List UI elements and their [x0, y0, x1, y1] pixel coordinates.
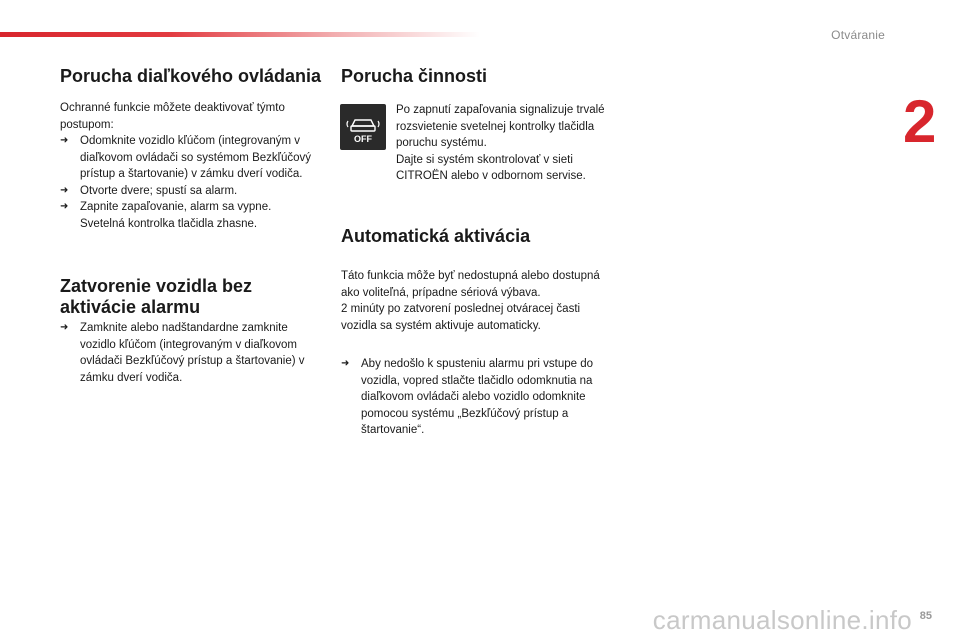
bullet-text: Otvorte dvere; spustí sa alarm. [80, 184, 238, 197]
bullet-arrow-icon: ➜ [60, 322, 69, 333]
watermark: carmanualsonline.info [652, 605, 912, 635]
page-number: 85 [919, 610, 932, 622]
list-item [60, 183, 318, 200]
list-item [341, 356, 603, 439]
bullet-text: Zamknite alebo nadštandardne zamknite vozidlo kľúčom (integrovaným v diaľkovom ovládači Bezkľúčový prístup a štartovanie) v zámku dverí vodiča. [80, 322, 305, 384]
bullet-arrow-icon: ➜ [60, 135, 69, 146]
lock-without-alarm-body [60, 320, 318, 386]
list-item [60, 133, 318, 183]
malfunction-line: Dajte si systém skontrolovať v sieti CITROËN alebo v odbornom servise. [396, 153, 586, 182]
alarm-off-icon [340, 104, 386, 150]
section-label: Otváranie [831, 28, 885, 42]
heading-auto-activation: Automatická aktivácia [341, 226, 531, 246]
malfunction-line: Po zapnutí zapaľovania signalizuje trvalé rozsvietenie svetelnej kontrolky tlačidla poruchu systému. [396, 104, 605, 149]
icon-label: OFF [354, 134, 372, 144]
heading-remote-failure: Porucha diaľkového ovládania [60, 66, 322, 86]
list-item [60, 199, 318, 232]
car-alarm-off-icon [340, 104, 386, 150]
header-accent-bar [0, 32, 480, 37]
bullet-text: Aby nedošlo k spusteniu alarmu pri vstupe do vozidla, vopred stlačte tlačidlo odomknutia na diaľkovom ovládači alebo vozidlo odomknite pomocou systému „Bezkľúčový prístup a štartovanie“. [361, 358, 594, 436]
chapter-number: 2 [903, 88, 937, 155]
bullet-text: Odomknite vozidlo kľúčom (integrovaným v diaľkovom ovládači so systémom Bezkľúčový prístup a štartovanie) v zámku dverí vodiča. [80, 135, 312, 180]
remote-failure-body [60, 100, 318, 232]
malfunction-body [396, 102, 611, 185]
auto-activation-para: 2 minúty po zatvorení poslednej otváracej časti vozidla sa systém aktivuje automaticky. [341, 303, 581, 332]
heading-lock-without-alarm [60, 276, 252, 318]
bullet-text: Zapnite zapaľovanie, alarm sa vypne. Svetelná kontrolka tlačidla zhasne. [80, 201, 272, 230]
auto-activation-body [341, 268, 603, 334]
heading-line: Zatvorenie vozidla bez [60, 276, 253, 296]
bullet-arrow-icon: ➜ [341, 358, 350, 369]
auto-activation-note [341, 356, 603, 439]
heading-line: aktivácie alarmu [60, 297, 201, 317]
bullet-arrow-icon: ➜ [60, 201, 69, 212]
auto-activation-para: Táto funkcia môže byť nedostupná alebo dostupná ako voliteľná, prípadne sériová výbava. [341, 270, 600, 299]
bullet-arrow-icon: ➜ [60, 184, 69, 196]
heading-malfunction: Porucha činnosti [341, 66, 488, 86]
list-item [60, 320, 318, 386]
remote-failure-intro: Ochranné funkcie môžete deaktivovať týmto postupom: [60, 102, 285, 131]
